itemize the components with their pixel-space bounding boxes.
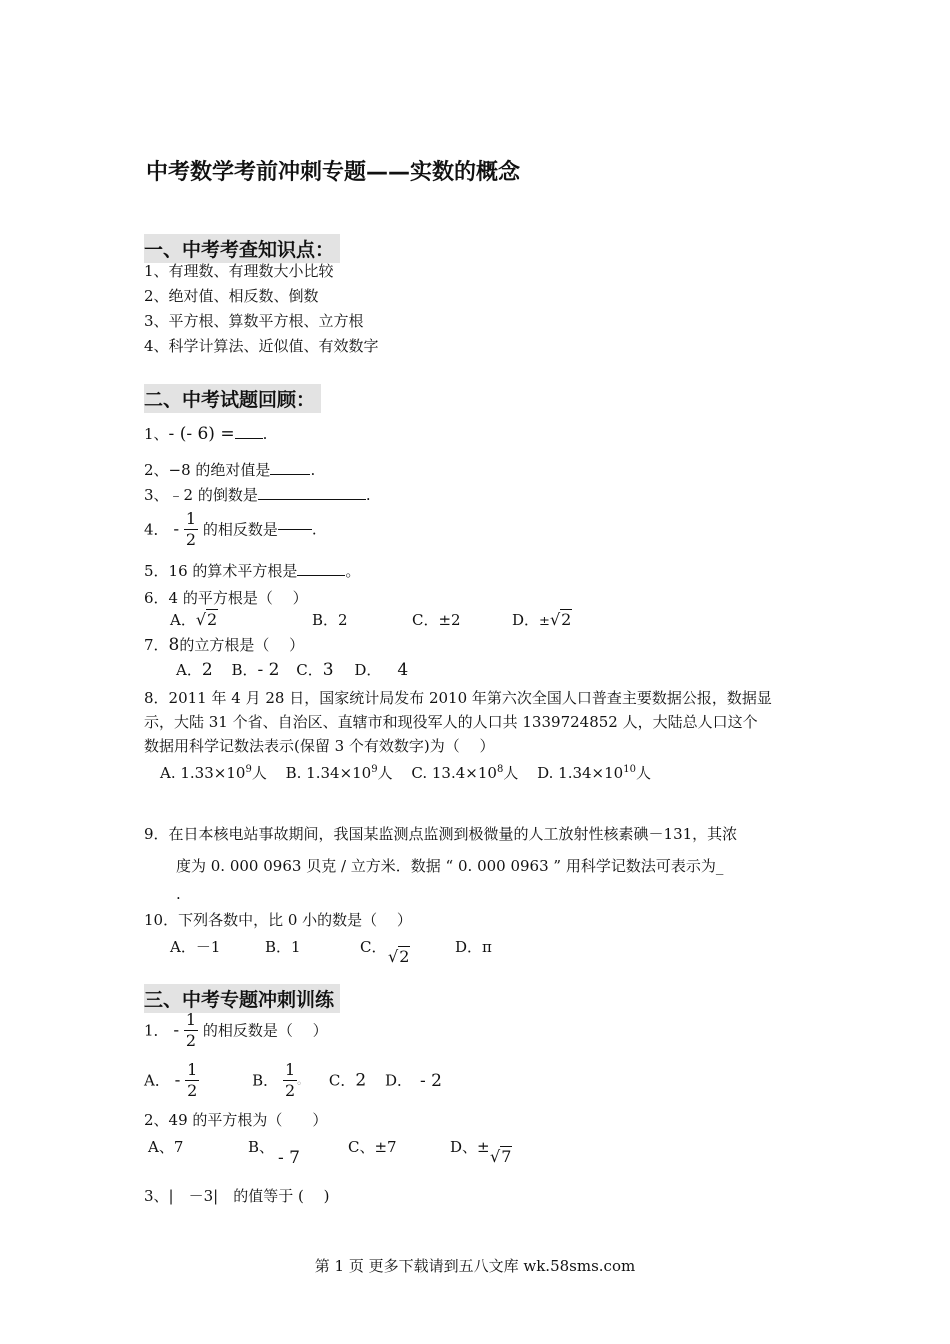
review-q10-stem: 10．下列各数中，比 0 小的数是（ ）: [144, 911, 412, 929]
training-q1-options: A． - $\frac{1}{2}$ B． $\frac{1}{2}$ 。 C．2 D． - 2: [144, 1060, 442, 1100]
knowledge-item-1: 1、有理数、有理数大小比较: [144, 262, 334, 280]
sqrt-icon: √7: [490, 1147, 512, 1166]
knowledge-item-3: 3、平方根、算数平方根、立方根: [144, 312, 364, 330]
training-q2-option-d: D、±: [450, 1138, 490, 1156]
sqrt-icon: √2: [549, 610, 572, 629]
section-heading-3: 三、中考专题冲刺训练: [144, 984, 340, 1013]
section-heading-1: 一、中考考查知识点：: [144, 234, 340, 263]
training-q1: 1． - $\frac{1}{2}$ 的相反数是（ ）: [144, 1010, 328, 1050]
review-q6-option-c: C．±2: [412, 611, 461, 629]
review-q6-stem: 6．4 的平方根是（ ）: [144, 589, 308, 607]
review-q6-option-d: D．±√2: [512, 610, 572, 629]
review-q10-option-a: A．－1: [170, 938, 221, 956]
fraction-half: $\frac{1}{2}$: [187, 1060, 198, 1100]
review-q3: 3、﹣2 的倒数是 .: [144, 486, 371, 504]
review-q10-option-c-sqrt: [388, 947, 410, 966]
review-q8-line3: 数据用科学记数法表示(保留 3 个有效数字)为（ ）: [144, 737, 495, 755]
review-q7-stem: 7．8的立方根是（ ）: [144, 635, 305, 655]
review-q6-option-a: A．√2: [170, 610, 218, 629]
review-q8-options: A. $1.33\times 10^9$人 B. $1.34\times 10^9$人 C. $13.4\times 10^8$人 D. $1.34\times 10^{10}$人: [160, 764, 651, 782]
review-q9-line3: .: [176, 885, 181, 903]
knowledge-item-2: 2、绝对值、相反数、倒数: [144, 287, 319, 305]
review-q10-option-d: D．π: [455, 938, 492, 956]
review-q9-line1: 9．在日本核电站事故期间，我国某监测点监测到极微量的人工放射性核素碘－131，其浓: [144, 825, 738, 843]
training-q3: 3、| －3| 的值等于 ( ): [144, 1187, 330, 1205]
review-q8-line1: 8．2011 年 4 月 28 日，国家统计局发布 2010 年第六次全国人口普查主要数据公报，数据显: [144, 689, 772, 707]
page-title: 中考数学考前冲刺专题——实数的概念: [146, 160, 521, 185]
fraction-half: $\frac{1}{2}$: [185, 509, 197, 549]
training-q2-stem: 2、49 的平方根为（ ）: [144, 1111, 328, 1129]
training-q2-option-b-value: - 7: [278, 1148, 300, 1168]
training-q2-option-a: A、7: [148, 1138, 184, 1156]
sqrt-icon: √2: [195, 610, 218, 629]
review-q5: 5．16 的算术平方根是 。: [144, 562, 361, 580]
fraction-half: $\frac{1}{2}$: [185, 1010, 197, 1050]
review-q1-expr: - (- 6) =: [168, 424, 235, 444]
review-q6-option-b: B．2: [312, 611, 348, 629]
page-footer: 第 1 页 更多下载请到五八文库 wk.58sms.com: [314, 1257, 636, 1275]
fraction-half: $\frac{1}{2}$: [284, 1060, 296, 1100]
review-q7-options: A．2 B．- 2 C．3 D． 4: [176, 660, 409, 680]
review-q10-option-b: B．1: [265, 938, 301, 956]
training-q2-option-d-sqrt: [490, 1147, 512, 1166]
training-q2-option-c: C、±7: [348, 1138, 397, 1156]
training-q2-option-b: B、: [248, 1138, 275, 1156]
knowledge-item-4: 4、科学计算法、近似值、有效数字: [144, 337, 379, 355]
review-q1: 1、- (- 6) = .: [144, 424, 268, 444]
review-q9-line2: 度为 0. 000 0963 贝克 / 立方米．数据 “ 0. 000 0963 ” 用科学记数法可表示为_: [176, 857, 724, 875]
section-heading-2: 二、中考试题回顾：: [144, 384, 321, 413]
review-q2: 2、−8 的绝对值是 .: [144, 461, 316, 479]
review-q8-line2: 示，大陆 31 个省、自治区、直辖市和现役军人的人口共 1339724852 人，大陆总人口这个: [144, 713, 758, 731]
review-q10-option-c: C．: [360, 938, 387, 956]
review-q4: 4． - $\frac{1}{2}$ 的相反数是 .: [144, 509, 317, 549]
sqrt-icon: √2: [388, 947, 410, 966]
